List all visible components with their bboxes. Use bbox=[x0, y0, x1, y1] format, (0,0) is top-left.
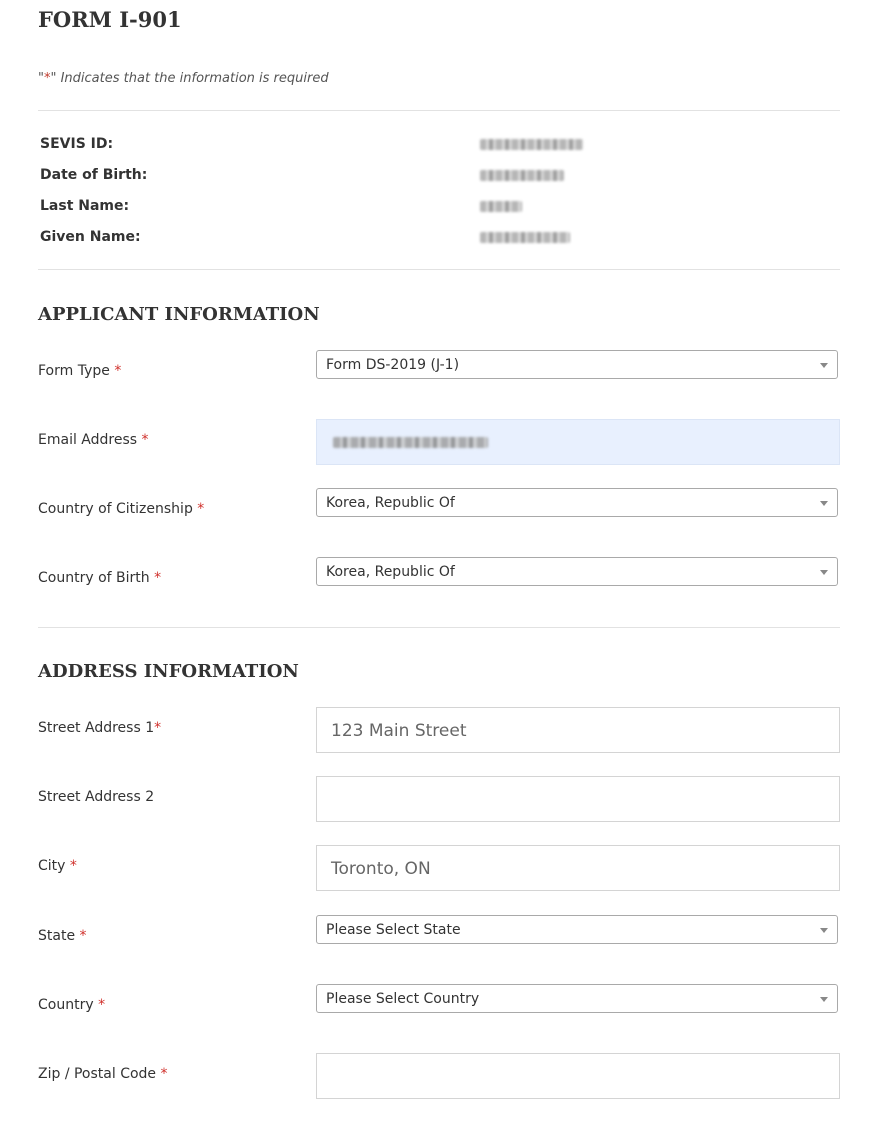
email-value-redacted bbox=[333, 437, 488, 448]
form-type-label: Form Type * bbox=[38, 363, 122, 379]
given-name-value-redacted bbox=[480, 232, 570, 243]
form-type-selected-value: Form DS-2019 (J-1) bbox=[326, 357, 460, 373]
street-address-1-value: 123 Main Street bbox=[331, 721, 467, 741]
state-select[interactable] bbox=[316, 915, 838, 944]
date-of-birth-label: Date of Birth: bbox=[40, 167, 148, 183]
zip-postal-code-input[interactable] bbox=[316, 1053, 840, 1099]
country-of-citizenship-selected-value: Korea, Republic Of bbox=[326, 495, 455, 511]
city-input[interactable] bbox=[316, 845, 840, 891]
email-address-input[interactable] bbox=[316, 419, 840, 465]
country-select[interactable] bbox=[316, 984, 838, 1013]
required-star: * bbox=[154, 570, 162, 586]
country-of-citizenship-select[interactable] bbox=[316, 488, 838, 517]
divider bbox=[38, 269, 840, 270]
caret-down-icon bbox=[817, 360, 831, 370]
date-of-birth-value-redacted bbox=[480, 170, 564, 181]
required-star: * bbox=[114, 363, 122, 379]
sevis-id-label: SEVIS ID: bbox=[40, 136, 114, 152]
city-value: Toronto, ON bbox=[331, 859, 431, 879]
divider bbox=[38, 627, 840, 628]
country-selected-value: Please Select Country bbox=[326, 991, 480, 1007]
caret-down-icon bbox=[817, 498, 831, 508]
street-address-1-input[interactable] bbox=[316, 707, 840, 753]
given-name-label: Given Name: bbox=[40, 229, 141, 245]
state-label: State * bbox=[38, 928, 87, 944]
required-star: * bbox=[69, 858, 77, 874]
caret-down-icon bbox=[817, 925, 831, 935]
divider bbox=[38, 110, 840, 111]
required-star: * bbox=[197, 501, 205, 517]
applicant-information-heading: APPLICANT INFORMATION bbox=[38, 304, 320, 325]
required-star: * bbox=[160, 1066, 168, 1082]
last-name-label: Last Name: bbox=[40, 198, 130, 214]
country-of-birth-label: Country of Birth * bbox=[38, 570, 162, 586]
street-address-2-input[interactable] bbox=[316, 776, 840, 822]
street-address-1-label: Street Address 1* bbox=[38, 720, 162, 736]
required-star: * bbox=[98, 997, 106, 1013]
street-address-2-label: Street Address 2 bbox=[38, 789, 155, 805]
required-star: * bbox=[154, 720, 162, 736]
required-star: * bbox=[141, 432, 149, 448]
caret-down-icon bbox=[817, 994, 831, 1004]
required-note: "*" Indicates that the information is required bbox=[38, 71, 329, 86]
zip-postal-code-label: Zip / Postal Code * bbox=[38, 1066, 168, 1082]
caret-down-icon bbox=[817, 567, 831, 577]
form-type-select[interactable] bbox=[316, 350, 838, 379]
sevis-id-value-redacted bbox=[480, 139, 583, 150]
country-label: Country * bbox=[38, 997, 106, 1013]
required-star: * bbox=[43, 71, 51, 86]
state-selected-value: Please Select State bbox=[326, 922, 461, 938]
email-address-label: Email Address * bbox=[38, 432, 149, 448]
address-information-heading: ADDRESS INFORMATION bbox=[38, 661, 299, 682]
last-name-value-redacted bbox=[480, 201, 522, 212]
required-star: * bbox=[79, 928, 87, 944]
country-of-citizenship-label: Country of Citizenship * bbox=[38, 501, 205, 517]
country-of-birth-selected-value: Korea, Republic Of bbox=[326, 564, 455, 580]
country-of-birth-select[interactable] bbox=[316, 557, 838, 586]
city-label: City * bbox=[38, 858, 77, 874]
page-title: FORM I-901 bbox=[38, 7, 182, 32]
